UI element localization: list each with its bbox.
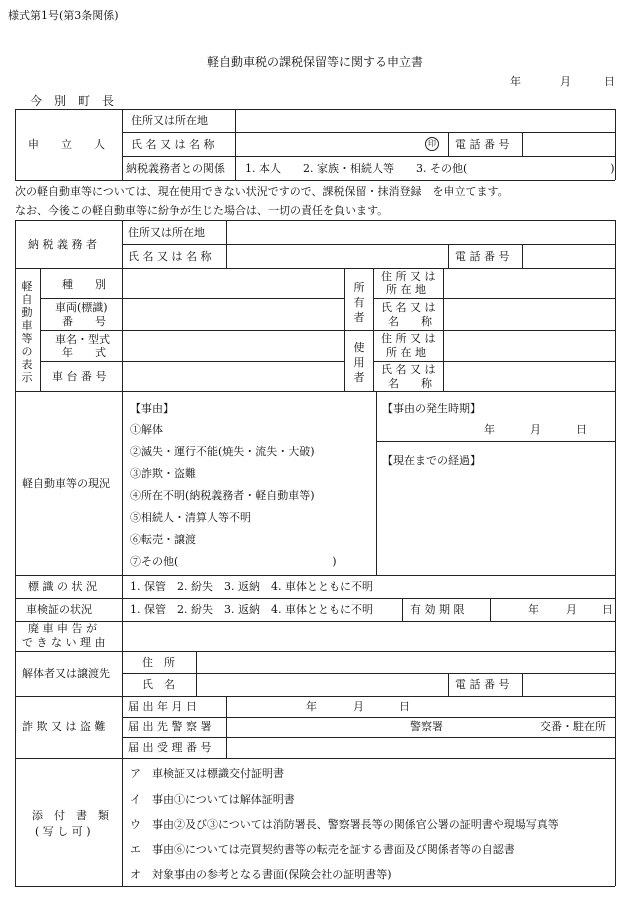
plate-status-options[interactable]: 1. 保管 2. 紛失 3. 返納 4. 車体とともに不明 xyxy=(130,580,373,593)
disposer-phone-label: 電 話 番 号 xyxy=(455,678,510,691)
disposer-label: 解体者又は譲渡先 xyxy=(22,667,110,680)
statement-line-2: なお、今後この軽自動車等に紛争が生じた場合は、一切の責任を負います。 xyxy=(15,204,389,217)
seal-icon: 印 xyxy=(425,137,439,151)
applicant-address-label: 住所又は所在地 xyxy=(131,114,208,127)
fraud-receipt-label: 届 出 受 理 番 号 xyxy=(128,741,212,754)
applicant-relation-options[interactable]: 1. 本人 2. 家族・相続人等 3. その他( ) xyxy=(245,162,615,175)
reason-option[interactable]: ③詐欺・盗難 xyxy=(130,467,196,480)
attachment-item: ウ 事由②及び③については消防署長、警察署長等の関係官公署の証明書や現場写真等 xyxy=(130,818,559,831)
vehicle-model-field[interactable] xyxy=(123,331,343,360)
owner-address-label-2: 所 在 地 xyxy=(386,283,426,296)
user-address-field[interactable] xyxy=(444,331,614,360)
statement-line-1: 次の軽自動車等については、現在使用できない状況ですので、課税保留・抹消登録 を申立てます。 xyxy=(15,185,509,198)
date-month: 月 xyxy=(560,75,571,88)
user-address-label-1: 住 所 又 は xyxy=(381,332,436,345)
taxpayer-phone-field[interactable] xyxy=(523,245,614,267)
reason-header: 【事由】 xyxy=(130,402,174,415)
owner-label: 所有者 xyxy=(353,281,365,324)
addressee: 今 別 町 長 xyxy=(30,94,115,108)
reason-option[interactable]: ②滅失・運行不能(焼失・流失・大破) xyxy=(130,445,315,458)
date-year: 年 xyxy=(510,75,521,88)
seal-mark xyxy=(425,137,439,151)
disposer-phone-field[interactable] xyxy=(523,674,614,695)
form-number: 様式第1号(第3条関係) xyxy=(8,9,119,22)
inspection-expiry-year: 年 xyxy=(528,603,539,616)
reason-option[interactable]: ①解体 xyxy=(130,423,163,436)
user-address-label-2: 所 在 地 xyxy=(386,346,426,359)
attachment-item: イ 事由①については解体証明書 xyxy=(130,793,295,806)
inspection-expiry-month: 月 xyxy=(566,603,577,616)
owner-name-label-2: 名 称 xyxy=(388,315,432,328)
applicant-relation-label: 納税義務者との関係 xyxy=(126,162,225,175)
user-name-label-2: 名 称 xyxy=(388,377,432,390)
reason-option[interactable]: ⑤相続人・清算人等不明 xyxy=(130,511,251,524)
reason-option[interactable]: ⑦その他( ) xyxy=(130,555,337,568)
taxpayer-phone-label: 電 話 番 号 xyxy=(455,250,510,263)
fraud-police-label: 届 出 先 警 察 署 xyxy=(128,720,212,733)
disposer-address-label: 住 所 xyxy=(142,656,175,669)
plate-status-label: 標 識 の 状 況 xyxy=(28,580,97,593)
applicant-phone-field[interactable] xyxy=(523,133,614,155)
vehicle-chassis-label: 車 台 番 号 xyxy=(52,370,107,383)
vehicle-plate-field[interactable] xyxy=(123,299,343,329)
taxpayer-label: 納 税 義 務 者 xyxy=(28,238,97,251)
fraud-date-month: 月 xyxy=(353,700,364,713)
vehicle-chassis-field[interactable] xyxy=(123,362,343,390)
inspection-expiry-day: 日 xyxy=(602,603,613,616)
user-name-label-1: 氏 名 又 は xyxy=(381,363,436,376)
reason-option[interactable]: ④所在不明(納税義務者・軽自動車等) xyxy=(130,489,315,502)
user-label: 使用者 xyxy=(353,341,365,384)
inspection-expiry-label: 有 効 期 限 xyxy=(410,603,465,616)
progress-header: 【現在までの経過】 xyxy=(382,454,481,467)
fraud-koban-suffix: 交番・駐在所 xyxy=(540,720,606,733)
scrap-reason-label-2: で き な い 理 由 xyxy=(22,636,106,649)
taxpayer-address-field[interactable] xyxy=(227,221,614,243)
occurred-year: 年 xyxy=(484,423,495,436)
owner-address-label-1: 住 所 又 は xyxy=(381,270,436,283)
applicant-label: 申 立 人 xyxy=(28,138,105,151)
reason-option[interactable]: ⑥転売・譲渡 xyxy=(130,533,196,546)
occurred-day: 日 xyxy=(576,423,587,436)
disposer-address-field[interactable] xyxy=(197,652,614,672)
inspection-label: 車検証の状況 xyxy=(26,603,92,616)
applicant-name-label: 氏 名 又 は 名 称 xyxy=(131,138,215,151)
taxpayer-name-label: 氏 名 又 は 名 称 xyxy=(128,250,212,263)
inspection-options[interactable]: 1. 保管 2. 紛失 3. 返納 4. 車体とともに不明 xyxy=(130,603,373,616)
owner-name-field[interactable] xyxy=(444,299,614,329)
date-day: 日 xyxy=(604,75,615,88)
applicant-phone-label: 電 話 番 号 xyxy=(455,138,510,151)
progress-field[interactable] xyxy=(377,470,614,574)
disposer-name-label: 氏 名 xyxy=(142,678,175,691)
applicant-address-field[interactable] xyxy=(236,110,614,131)
vehicle-plate-label-2: 番 号 xyxy=(62,315,106,328)
fraud-date-year: 年 xyxy=(306,700,317,713)
document-title: 軽自動車税の課税保留等に関する申立書 xyxy=(206,55,423,69)
attachment-item: ア 車検証又は標識交付証明書 xyxy=(130,767,284,780)
occurred-month: 月 xyxy=(530,423,541,436)
taxpayer-address-label: 住所又は所在地 xyxy=(128,226,205,239)
vehicle-model-label-2: 年 式 xyxy=(62,346,106,359)
applicant-name-field[interactable] xyxy=(236,133,447,155)
owner-address-field[interactable] xyxy=(444,269,614,297)
vehicle-type-label: 種 別 xyxy=(62,278,106,291)
status-label: 軽自動車等の現況 xyxy=(22,477,110,490)
attachments-label-2: ( 写 し 可 ) xyxy=(35,825,91,838)
disposer-name-field[interactable] xyxy=(197,674,447,695)
vehicle-type-field[interactable] xyxy=(123,269,343,297)
fraud-date-day: 日 xyxy=(399,700,410,713)
fraud-police-suffix: 警察署 xyxy=(410,720,443,733)
owner-name-label-1: 氏 名 又 は xyxy=(381,301,436,314)
scrap-reason-label-1: 廃 車 申 告 が xyxy=(28,622,97,635)
occurred-header: 【事由の発生時期】 xyxy=(382,402,481,415)
user-name-field[interactable] xyxy=(444,362,614,390)
scrap-reason-field[interactable] xyxy=(123,622,614,650)
fraud-date-label: 届 出 年 月 日 xyxy=(128,700,197,713)
fraud-label: 詐 欺 又 は 盗 難 xyxy=(22,720,106,733)
vehicle-side-label: 軽自動車等の表示 xyxy=(21,280,33,384)
attachment-item: エ 事由⑥については売買契約書等の転売を証する書面及び関係者等の自認書 xyxy=(130,843,515,856)
fraud-receipt-field[interactable] xyxy=(227,738,614,757)
taxpayer-name-field[interactable] xyxy=(227,245,447,267)
attachments-label-1: 添 付 書 類 xyxy=(32,809,109,822)
vehicle-plate-label-1: 車両(標識) xyxy=(55,301,108,314)
vehicle-model-label-1: 車名・型式 xyxy=(55,333,110,346)
attachment-item: オ 対象事由の参考となる書面(保険会社の証明書等) xyxy=(130,868,392,881)
